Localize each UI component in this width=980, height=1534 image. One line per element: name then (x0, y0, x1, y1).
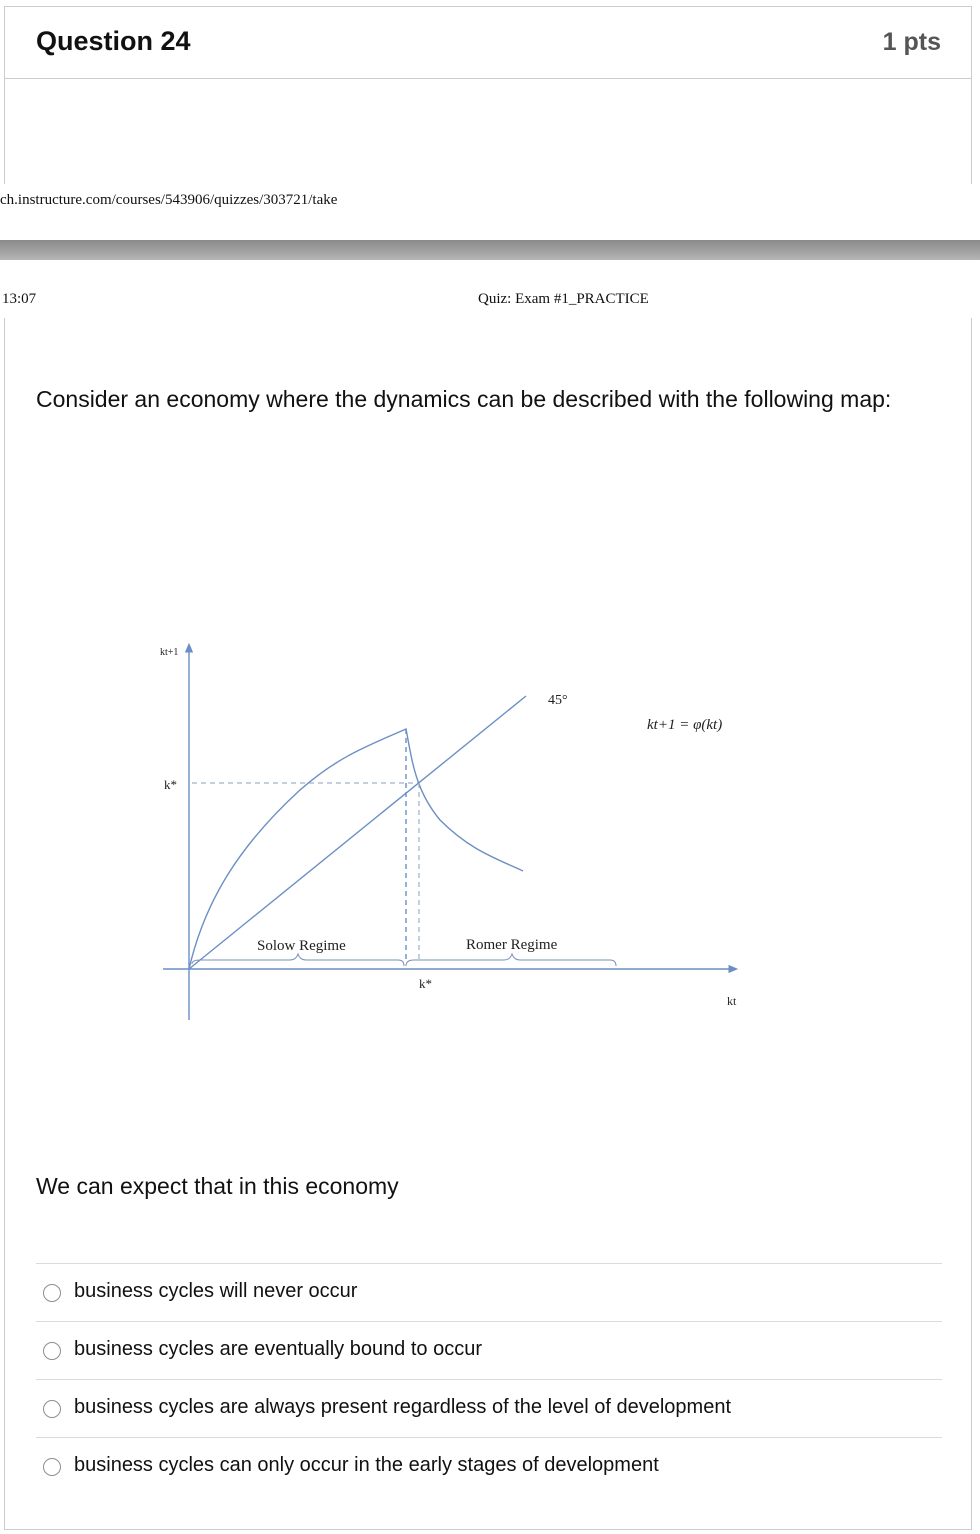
degree-label: 45° (548, 693, 568, 708)
answer-label[interactable]: business cycles are always present regardless of the level of development (74, 1396, 732, 1418)
solow-brace (192, 954, 404, 966)
print-page-title: Quiz: Exam #1_PRACTICE (478, 291, 649, 307)
answer-label[interactable]: business cycles will never occur (74, 1280, 358, 1302)
print-url: ch.instructure.com/courses/543906/quizzes/303721/take (0, 192, 338, 208)
map-equation-label: kt+1 = φ(kt) (647, 717, 723, 733)
radio-button[interactable] (43, 1284, 61, 1302)
question-points: 1 pts (882, 28, 941, 56)
question-title: Question 24 (36, 26, 191, 56)
k-star-x-label: k* (419, 976, 432, 991)
answer-option[interactable] (36, 1263, 942, 1321)
romer-brace (406, 954, 616, 966)
y-axis-label: kt+1 (160, 647, 179, 658)
phi-map-curve (189, 729, 523, 969)
radio-button[interactable] (43, 1458, 61, 1476)
answer-list (36, 1263, 942, 1495)
forty-five-degree-line (189, 696, 526, 969)
question-sub-prompt: We can expect that in this economy (36, 1173, 399, 1199)
radio-button[interactable] (43, 1342, 61, 1360)
romer-regime-label: Romer Regime (466, 937, 558, 953)
x-axis-label: kt (727, 994, 737, 1008)
radio-button[interactable] (43, 1400, 61, 1418)
answer-option[interactable] (36, 1379, 942, 1437)
k-star-y-label: k* (164, 777, 177, 792)
question-prompt: Consider an economy where the dynamics can be described with the following map: (36, 386, 892, 412)
answer-label[interactable]: business cycles can only occur in the early stages of development (74, 1454, 659, 1476)
print-time: 13:07 (2, 291, 37, 307)
solow-regime-label: Solow Regime (257, 938, 346, 954)
answer-label[interactable]: business cycles are eventually bound to occur (74, 1338, 483, 1360)
answer-option[interactable] (36, 1437, 942, 1495)
answer-option[interactable] (36, 1321, 942, 1379)
